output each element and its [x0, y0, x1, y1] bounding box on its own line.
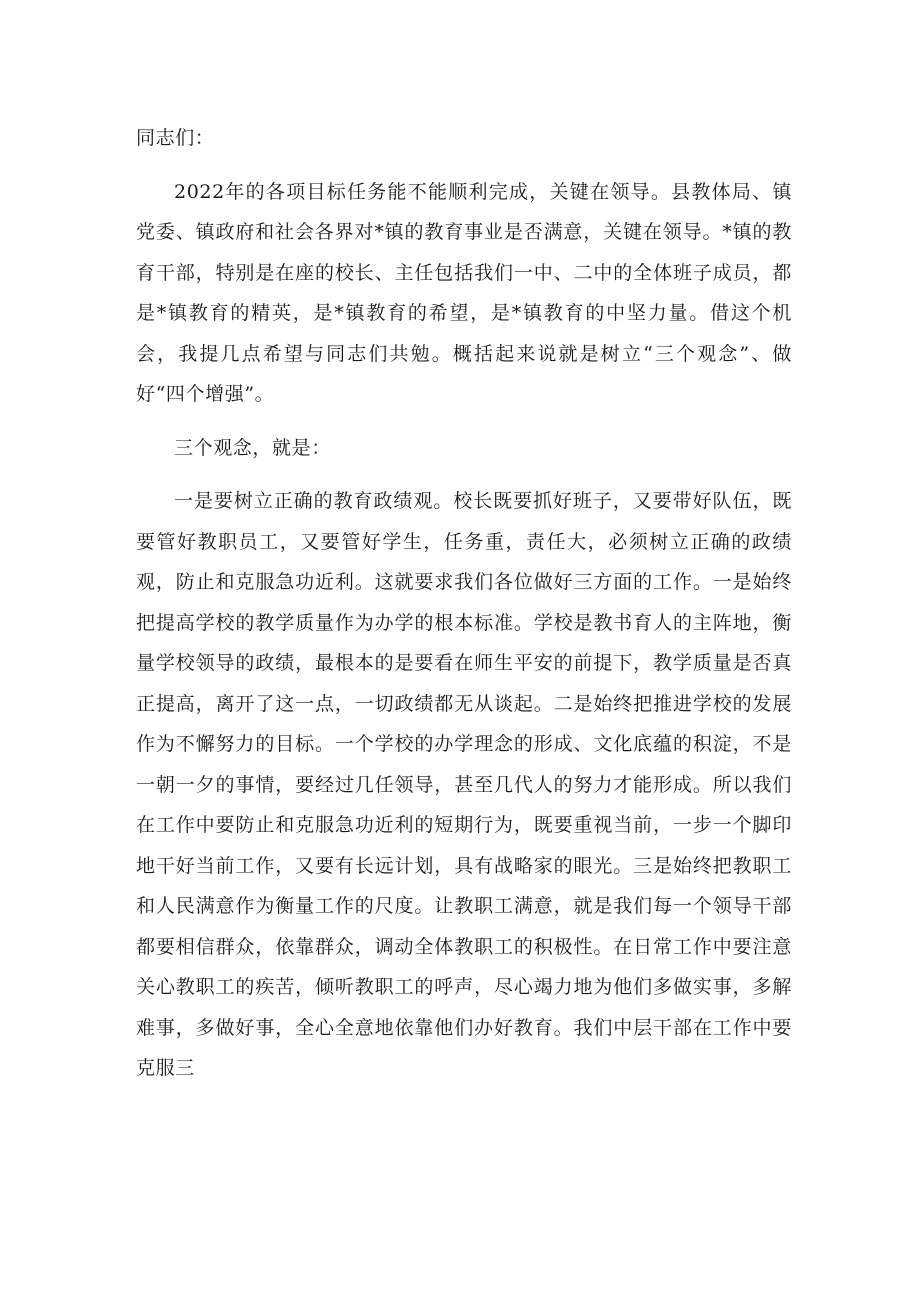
paragraph-three-concepts-heading: 三个观念，就是：	[174, 436, 331, 459]
paragraph-first-concept: 一是要树立正确的教育政绩观。校长既要抓好班子，又要带好队伍，既要管好教职员工，又要管好学生，任务重，责任大，必须树立正确的政绩观，防止和克服急功近利。这就要求我们各位做好三方面的工作。一是始终把提高学校的教学质量作为办学的根本标准。学校是教书育人的主阵地，衡量学校领导的政绩，最根本的是要看在师生平安的前提下，教学质量是否真正提高，离开了这一点，一切政绩都无从谈起。二是始终把推进学校的发展作为不懈努力的目标。一个学校的办学理念的形成、文化底蕴的积淀，不是一朝一夕的事情，要经过几任领导，甚至几代人的努力才能形成。所以我们在工作中要防止和克服急功近利的短期行为，既要重视当前，一步一个脚印地干好当前工作，又要有长远计划，具有战略家的眼光。三是始终把教职工和人民满意作为衡量工作的尺度。让教职工满意，就是我们每一个领导干部都要相信群众，依靠群众，调动全体教职工的积极性。在日常工作中要注意关心教职工的疾苦，倾听教职工的呼声，尽心竭力地为他们多做实事，多解难事，多做好事，全心全意地依靠他们办好教育。我们中层干部在工作中要克服三	[136, 490, 792, 1079]
document-body	[136, 118, 792, 1089]
salutation: 同志们：	[136, 127, 215, 149]
paragraph-intro: 2022年的各项目标任务能不能顺利完成，关键在领导。县教体局、镇党委、镇政府和社会各界对*镇的教育事业是否满意，关键在领导。*镇的教育干部，特别是在座的校长、主任包括我们一中、二中的全体班子成员，都是*镇教育的精英，是*镇教育的希望，是*镇教育的中坚力量。借这个机会，我提几点希望与同志们共勉。概括起来说就是树立“三个观念”、做好“四个增强”。	[136, 180, 792, 405]
